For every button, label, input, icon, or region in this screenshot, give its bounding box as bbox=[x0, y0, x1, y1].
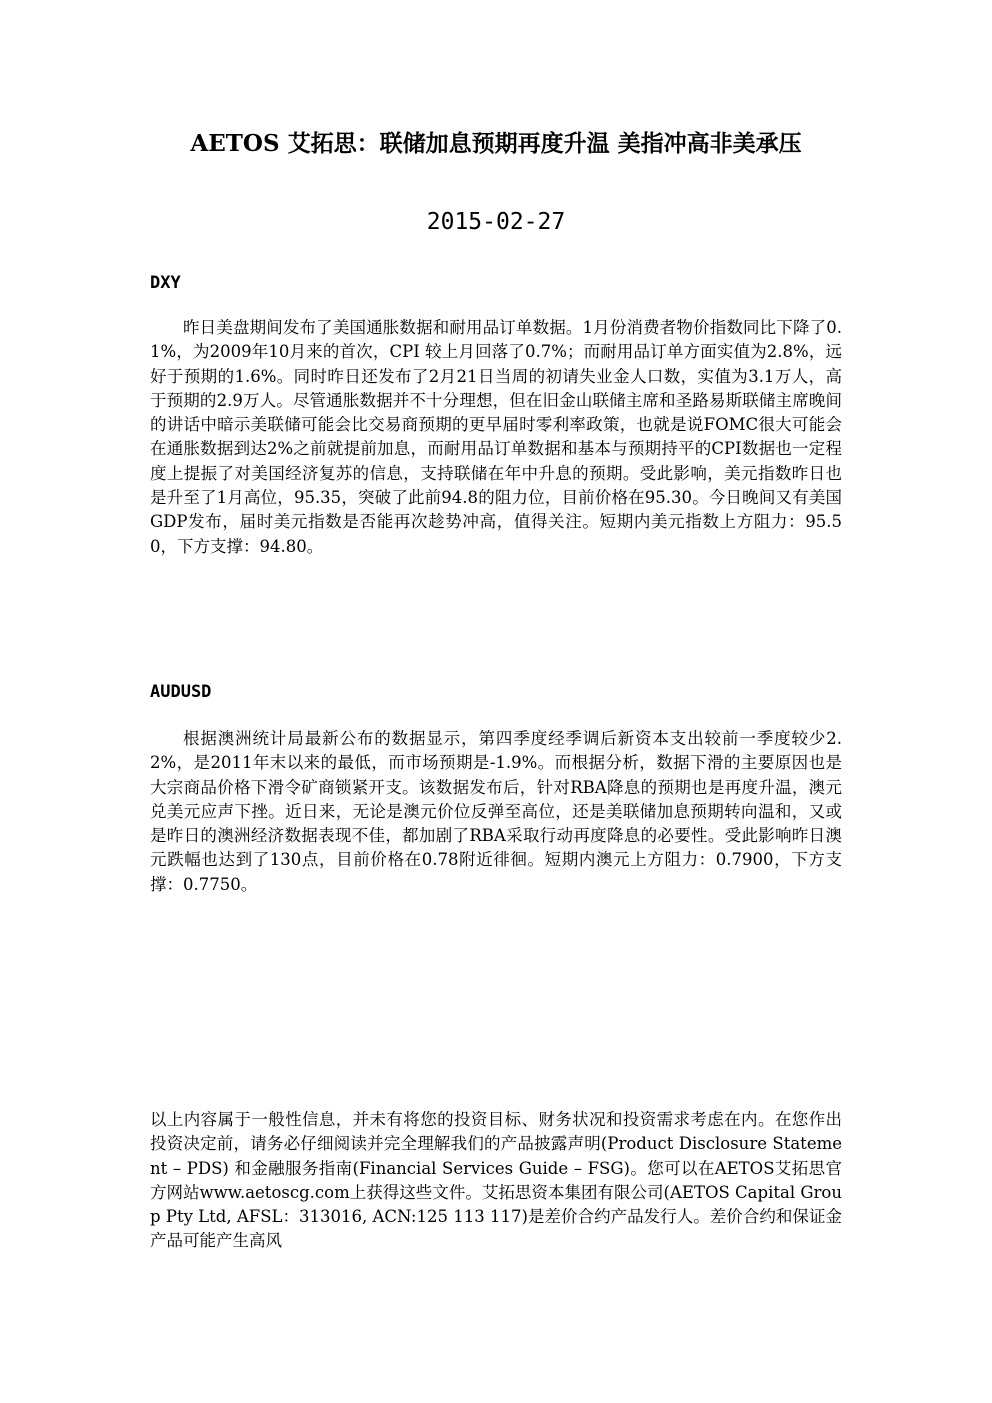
section-body-audusd: 根据澳洲统计局最新公布的数据显示，第四季度经季调后新资本支出较前一季度较少2.2%，是2011年末以来的最低，而市场预期是-1.9%。而根据分析，数据下滑的主要原因也是大宗商品价格下滑令矿商锁紧开支。该数据发布后，针对RBA降息的预期也是再度升温，澳元兑美元应声下挫。近日来，无论是澳元价位反弹至高位，还是美联储加息预期转向温和，又或是昨日的澳洲经济数据表现不佳，都加剧了RBA采取行动再度降息的必要性。受此影响昨日澳元跌幅也达到了130点，目前价格在0.78附近徘徊。短期内澳元上方阻力：0.7900，下方支撑：0.7750。 bbox=[150, 729, 842, 894]
section-heading-audusd: AUDUSD bbox=[150, 682, 212, 702]
document-date: 2015-02-27 bbox=[426, 209, 566, 235]
section-body-dxy: 昨日美盘期间发布了美国通胀数据和耐用品订单数据。1月份消费者物价指数同比下降了0.1%，为2009年10月来的首次，CPI 较上月回落了0.7%；而耐用品订单方面实值为2.8%，远好于预期的1.6%。同时昨日还发布了2月21日当周的初请失业金人口数，实值为3.1万人，高于预期的2.9万人。尽管通胀数据并不十分理想，但在旧金山联储主席和圣路易斯联储主席晚间的讲话中暗示美联储可能会比交易商预期的更早届时零利率政策，也就是说FOMC很大可能会在通胀数据到达2%之前就提前加息，而耐用品订单数据和基本与预期持平的CPI数据也一定程度上提振了对美国经济复苏的信息，支持联储在年中升息的预期。受此影响，美元指数昨日也是升至了1月高位，95.35，突破了此前94.8的阻力位，目前价格在95.30。今日晚间又有美国GDP发布，届时美元指数是否能再次趁势冲高，值得关注。短期内美元指数上方阻力：95.50，下方支撑：94.80。 bbox=[150, 318, 842, 556]
section-heading-dxy: DXY bbox=[150, 273, 181, 293]
disclaimer-paragraph: 以上内容属于一般性信息，并未有将您的投资目标、财务状况和投资需求考虑在内。在您作出投资决定前，请务必仔细阅读并完全理解我们的产品披露声明(Product Disclosure Statement – PDS) 和金融服务指南(Financial Services Guide – FSG)。您可以在AETOS艾拓思官方网站www.aetoscg.com上获得这些文件。艾拓思资本集团有限公司(AETOS Capital Group Pty Ltd, AFSL：313016, ACN:125 113 117)是差价合约产品发行人。差价合约和保证金产品可能产生高风 bbox=[150, 1110, 842, 1251]
document-title: AETOS 艾拓思：联储加息预期再度升温 美指冲高非美承压 bbox=[190, 130, 802, 157]
